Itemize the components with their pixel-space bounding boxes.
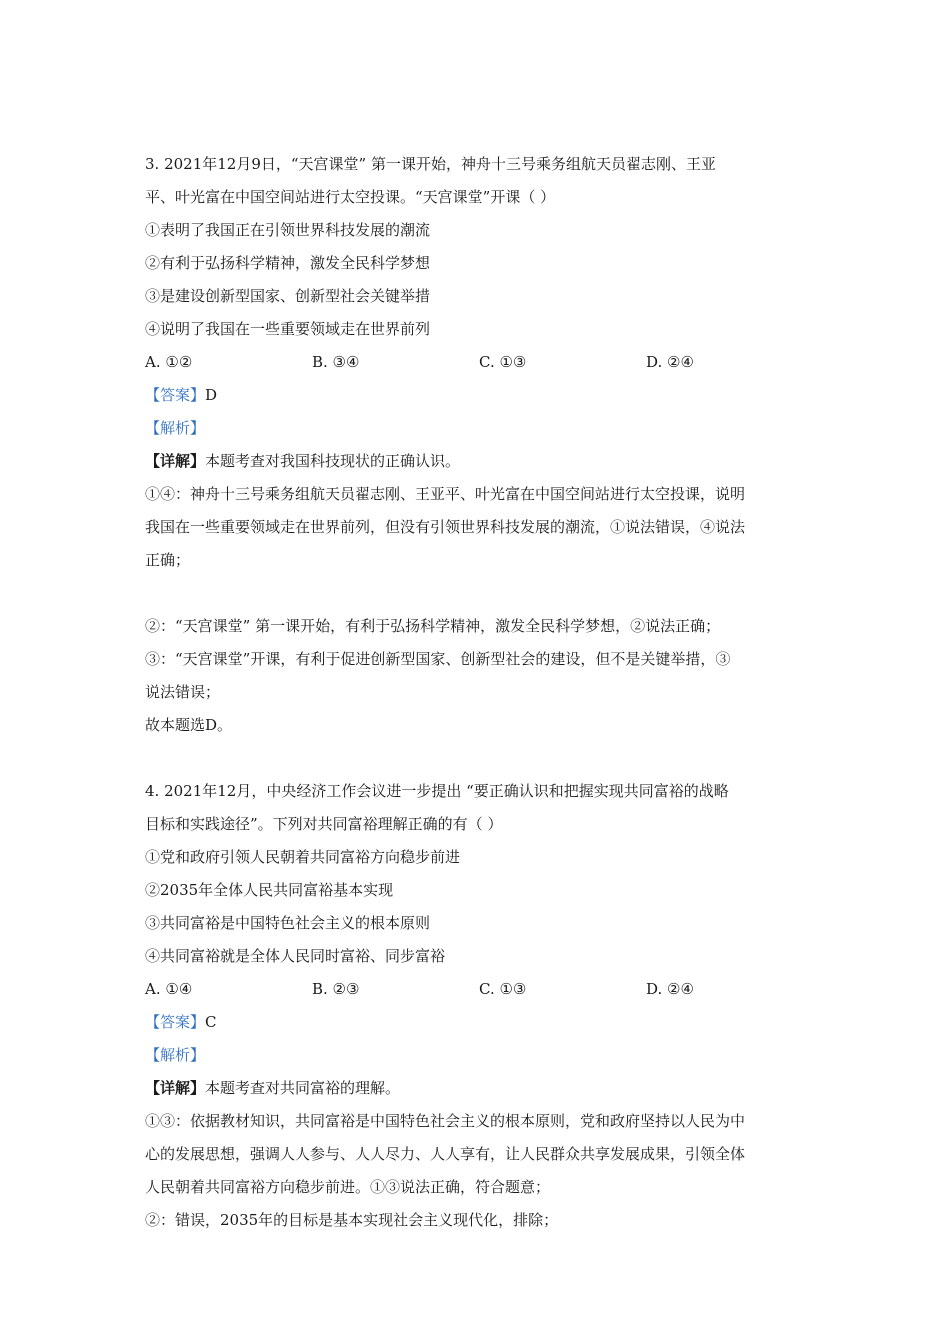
option-b: B. ③④ [312,353,360,371]
page-content [145,148,813,1237]
explanation-line: ①③：依据教材知识，共同富裕是中国特色社会主义的根本原则，党和政府坚持以人民为中 [145,1112,746,1130]
spacer [145,742,813,775]
explanation-line: 人民朝着共同富裕方向稳步前进。①③说法正确，符合题意； [145,1178,551,1196]
spacer [145,577,813,610]
explanation-line: 心的发展思想，强调人人参与、人人尽力、人人享有，让人民群众共享发展成果，引领全体 [145,1145,746,1163]
option-d: D. ②④ [646,353,694,371]
statement-item: ①党和政府引领人民朝着共同富裕方向稳步前进 [145,848,461,866]
answer-value: C [205,1013,217,1031]
option-a: A. ①④ [145,980,193,998]
statement-item: ④说明了我国在一些重要领域走在世界前列 [145,320,431,338]
statement-item: ③是建设创新型国家、创新型社会关键举措 [145,287,431,305]
answer-value: D [205,386,218,404]
detail-tag: 【详解】 [145,452,206,470]
explanation-line: ①④：神舟十三号乘务组航天员翟志刚、王亚平、叶光富在中国空间站进行太空投课，说明 [145,485,746,503]
question-stem-line: 4. 2021年12月，中央经济工作会议进一步提出 “要正确认识和把握实现共同富裕的战略 [145,782,729,800]
statement-item: ④共同富裕就是全体人民同时富裕、同步富裕 [145,947,446,965]
answer-tag: 【答案】 [145,1013,206,1031]
question-4 [145,775,813,1237]
statement-item: ①表明了我国正在引领世界科技发展的潮流 [145,221,431,239]
statement-item: ②有利于弘扬科学精神，激发全民科学梦想 [145,254,431,272]
explanation-line: ②：“天宫课堂” 第一课开始，有利于弘扬科学精神，激发全民科学梦想，②说法正确； [145,617,721,635]
answer-line [145,1006,813,1039]
question-3 [145,148,813,742]
statement-item: ②2035年全体人民共同富裕基本实现 [145,881,394,899]
explanation-line: ③：“天宫课堂”开课，有利于促进创新型国家、创新型社会的建设，但不是关键举措，③ [145,650,731,668]
option-b: B. ②③ [312,980,360,998]
option-c: C. ①③ [479,980,527,998]
question-stem-line: 目标和实践途径”。下列对共同富裕理解正确的有（ ） [145,815,503,833]
option-c: C. ①③ [479,353,527,371]
option-d: D. ②④ [646,980,694,998]
answer-options [145,346,813,379]
explanation-line: ②：错误，2035年的目标是基本实现社会主义现代化，排除； [145,1211,559,1229]
analysis-tag: 【解析】 [145,419,206,437]
option-a: A. ①② [145,353,193,371]
detail-tag: 【详解】 [145,1079,206,1097]
statement-item: ③共同富裕是中国特色社会主义的根本原则 [145,914,431,932]
answer-tag: 【答案】 [145,386,206,404]
question-stem-line: 3. 2021年12月9日，“天宫课堂” 第一课开始，神舟十三号乘务组航天员翟志刚、王亚 [145,155,716,173]
detail-line [145,445,813,478]
conclusion-line: 故本题选D。 [145,716,233,734]
explanation-line: 我国在一些重要领域走在世界前列，但没有引领世界科技发展的潮流，①说法错误，④说法 [145,518,746,536]
detail-intro: 本题考查对共同富裕的理解。 [205,1079,401,1097]
question-stem-line: 平、叶光富在中国空间站进行太空投课。“天宫课堂”开课（ ） [145,188,556,206]
detail-line [145,1072,813,1105]
answer-line [145,379,813,412]
answer-options [145,973,813,1006]
analysis-tag: 【解析】 [145,1046,206,1064]
explanation-line: 说法错误； [145,683,221,701]
detail-intro: 本题考查对我国科技现状的正确认识。 [205,452,461,470]
explanation-line: 正确； [145,551,191,569]
